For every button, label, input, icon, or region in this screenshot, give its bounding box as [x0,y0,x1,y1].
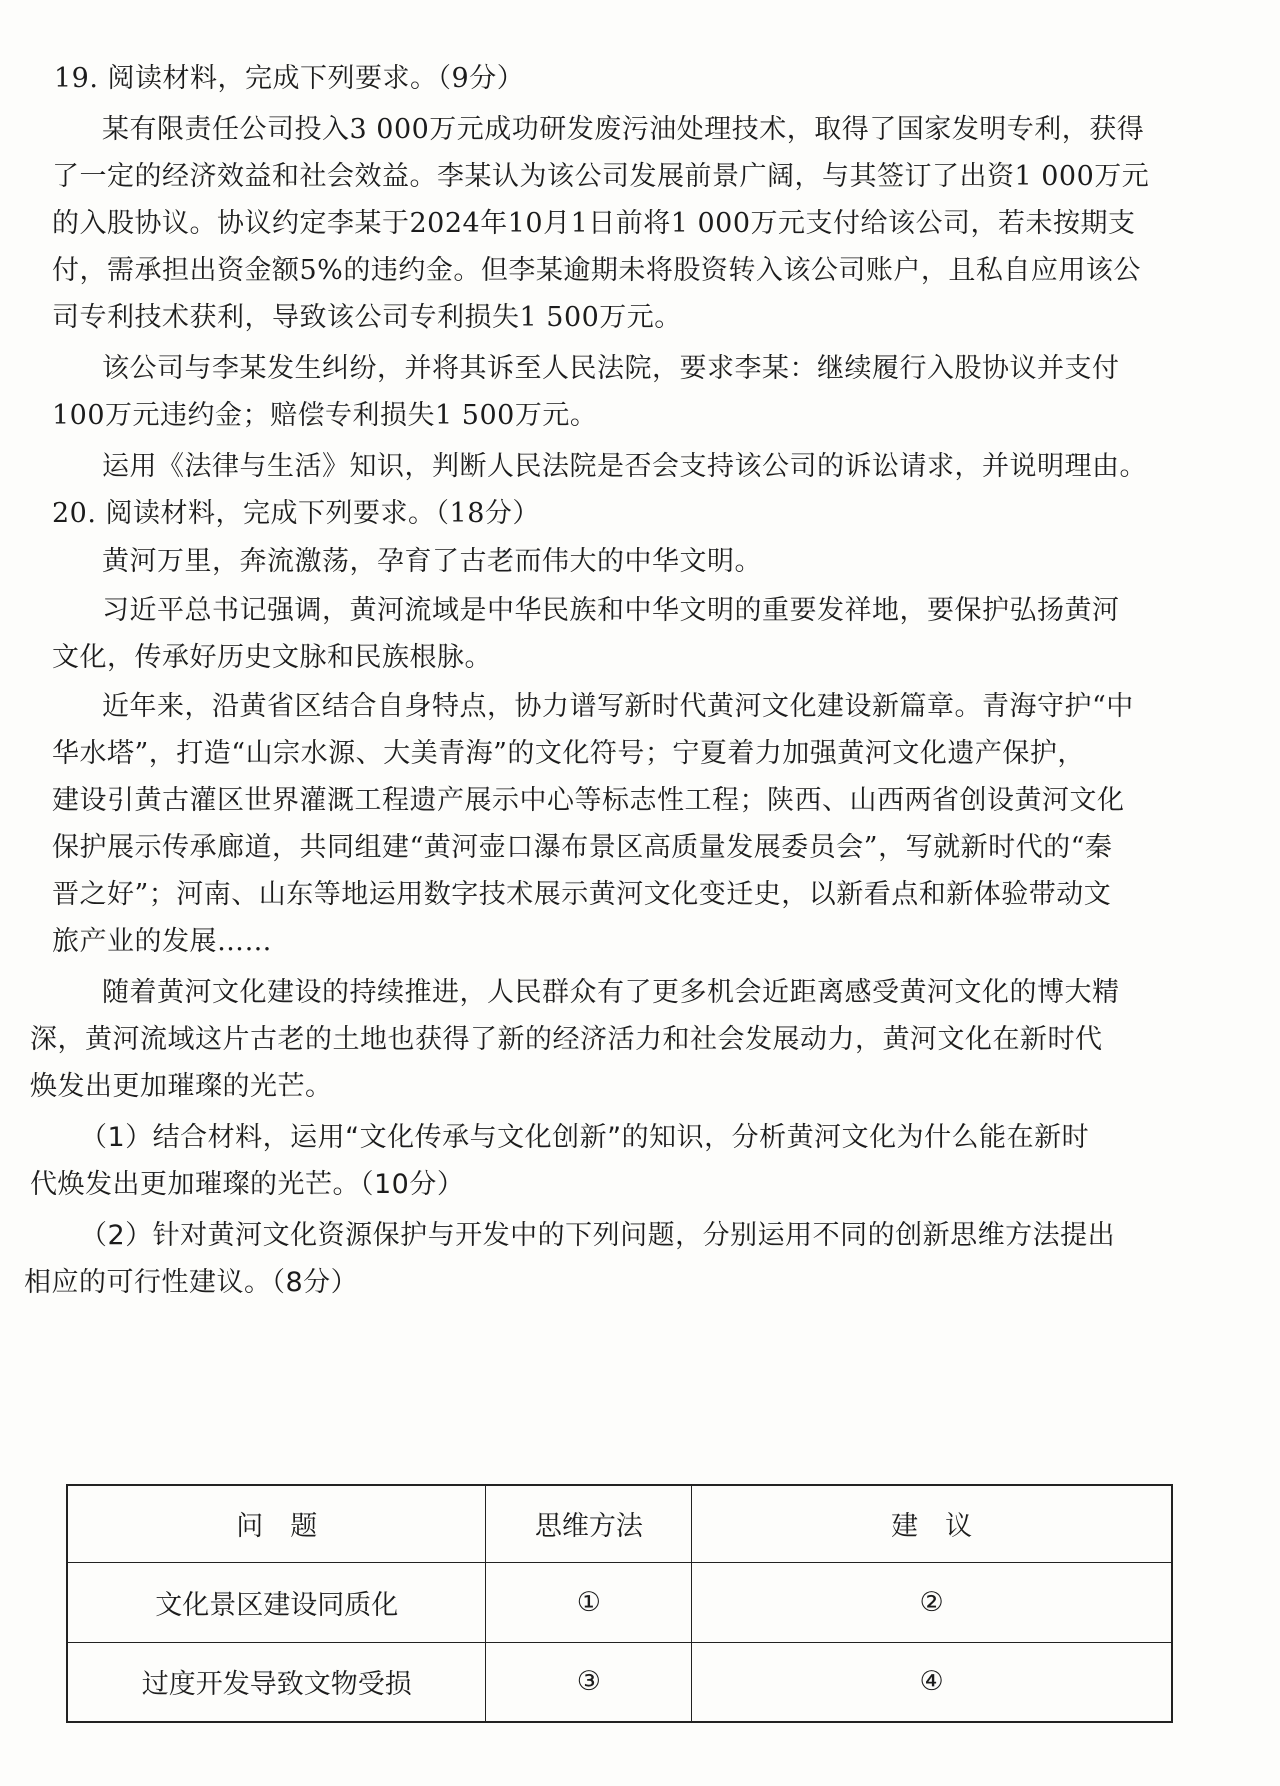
q19-line-7: 100万元违约金；赔偿专利损失1 500万元。 [52,400,598,431]
q20-line-1: 黄河万里，奔流激荡，孕育了古老而伟大的中华文明。 [102,546,762,577]
q19-heading: 19. 阅读材料，完成下列要求。（9分） [54,63,525,94]
q19-line-4: 付，需承担出资金额5%的违约金。但李某逾期未将股资转入该公司账户，且私自应用该公 [52,255,1141,286]
q20-line-7: 保护展示传承廊道，共同组建“黄河壶口瀑布景区高质量发展委员会”，写就新时代的“秦 [52,832,1113,863]
q20-line-12: 焕发出更加璀璨的光芒。 [30,1071,333,1102]
q19-line-1: 某有限责任公司投入3 000万元成功研发废污油处理技术，取得了国家发明专利，获得 [102,114,1145,145]
cell-thinking-method: ③ [486,1642,692,1722]
q20-heading: 20. 阅读材料，完成下列要求。（18分） [52,498,540,529]
q20-subq1-line-1: （1）结合材料，运用“文化传承与文化创新”的知识，分析黄河文化为什么能在新时 [80,1122,1090,1153]
q20-line-9: 旅产业的发展…… [52,926,272,957]
q19-line-2: 了一定的经济效益和社会效益。李某认为该公司发展前景广阔，与其签订了出资1 000万元 [52,161,1150,192]
table-header-row [67,1485,1172,1562]
table-row [67,1562,1172,1642]
q20-line-11: 深，黄河流域这片古老的土地也获得了新的经济活力和社会发展动力，黄河文化在新时代 [30,1024,1103,1055]
q20-subq2-line-1: （2）针对黄河文化资源保护与开发中的下列问题，分别运用不同的创新思维方法提出 [80,1220,1116,1251]
q20-line-6: 建设引黄古灌区世界灌溉工程遗产展示中心等标志性工程；陕西、山西两省创设黄河文化 [52,785,1125,816]
table-row [67,1642,1172,1722]
header-suggestion: 建 议 [692,1485,1172,1562]
q20-line-8: 晋之好”；河南、山东等地运用数字技术展示黄河文化变迁史，以新看点和新体验带动文 [52,879,1112,910]
answer-table [66,1484,1173,1723]
header-problem: 问 题 [67,1485,486,1562]
q19-line-3: 的入股协议。协议约定李某于2024年10月1日前将1 000万元支付给该公司，若未按期支 [52,208,1136,239]
cell-thinking-method: ① [486,1562,692,1642]
cell-problem: 过度开发导致文物受损 [67,1642,486,1722]
q20-line-4: 近年来，沿黄省区结合自身特点，协力谱写新时代黄河文化建设新篇章。青海守护“中 [102,691,1134,722]
q20-line-10: 随着黄河文化建设的持续推进，人民群众有了更多机会近距离感受黄河文化的博大精 [102,977,1120,1008]
q19-task: 运用《法律与生活》知识，判断人民法院是否会支持该公司的诉讼请求，并说明理由。 [102,451,1147,482]
cell-suggestion: ② [692,1562,1172,1642]
cell-problem: 文化景区建设同质化 [67,1562,486,1642]
q20-line-2: 习近平总书记强调，黄河流域是中华民族和中华文明的重要发祥地，要保护弘扬黄河 [102,595,1120,626]
header-thinking-method: 思维方法 [486,1485,692,1562]
cell-suggestion: ④ [692,1642,1172,1722]
q20-subq1-line-2: 代焕发出更加璀璨的光芒。（10分） [30,1169,465,1200]
q19-line-5: 司专利技术获利，导致该公司专利损失1 500万元。 [52,302,682,333]
q20-line-5: 华水塔”，打造“山宗水源、大美青海”的文化符号；宁夏着力加强黄河文化遗产保护， [52,738,1085,769]
q19-line-6: 该公司与李某发生纠纷，并将其诉至人民法院，要求李某：继续履行入股协议并支付 [102,353,1120,384]
q20-subq2-line-2: 相应的可行性建议。（8分） [24,1267,359,1298]
q20-line-3: 文化，传承好历史文脉和民族根脉。 [52,642,492,673]
